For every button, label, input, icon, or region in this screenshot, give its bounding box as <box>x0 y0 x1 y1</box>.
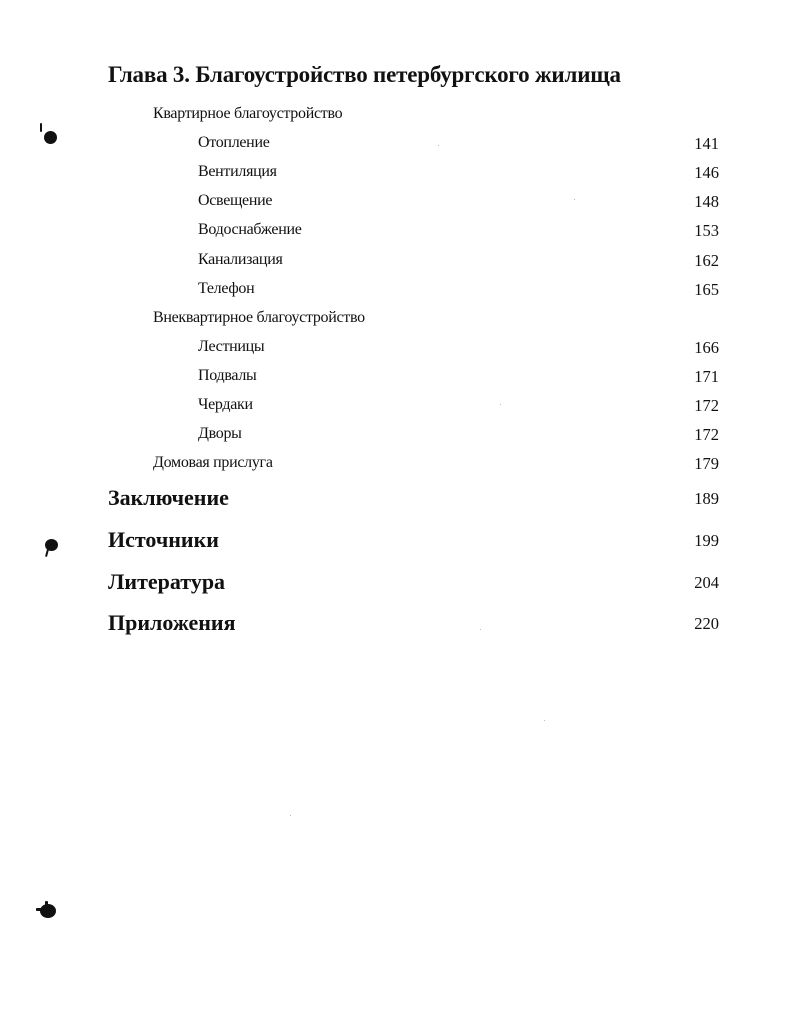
toc-entry-page: 179 <box>694 454 719 473</box>
toc-section-conclusion <box>0 485 793 515</box>
toc-section-page: 220 <box>694 614 719 633</box>
toc-entry-common-amenities <box>0 309 793 333</box>
toc-entry-heating <box>0 134 793 158</box>
toc-entry-sewerage <box>0 251 793 275</box>
toc-entry-label: Внеквартирное благоустройство <box>153 309 365 326</box>
toc-entry-label: Освещение <box>198 192 273 209</box>
toc-section-label: Источники <box>108 527 219 552</box>
toc-entry-telephone <box>0 280 793 304</box>
toc-section-label: Литература <box>108 569 226 594</box>
toc-entry-page: 162 <box>694 251 719 270</box>
toc-entry-basements <box>0 367 793 391</box>
toc-entry-label: Квартирное благоустройство <box>153 105 343 122</box>
toc-entry-page: 148 <box>694 192 719 211</box>
toc-entry-label: Вентиляция <box>198 163 277 180</box>
toc-entry-label: Дворы <box>198 425 242 442</box>
toc-entry-apartment-amenities <box>0 105 793 129</box>
toc-entry-page: 172 <box>694 396 719 415</box>
toc-entry-label: Домовая прислуга <box>153 454 273 471</box>
toc-entry-label: Отопление <box>198 134 270 151</box>
toc-section-literature <box>0 569 793 599</box>
toc-section-label: Приложения <box>108 610 236 635</box>
toc-section-page: 204 <box>694 573 719 592</box>
toc-section-appendices <box>0 610 793 640</box>
chapter-title: Глава 3. Благоустройство петербургского жилища <box>108 62 621 87</box>
toc-section-page: 199 <box>694 531 719 550</box>
toc-entry-courtyards <box>0 425 793 449</box>
toc-section-label: Заключение <box>108 485 229 510</box>
toc-entry-page: 153 <box>694 221 719 240</box>
toc-entry-page: 146 <box>694 163 719 182</box>
toc-entry-ventilation <box>0 163 793 187</box>
toc-entry-lighting <box>0 192 793 216</box>
toc-entry-label: Телефон <box>198 280 255 297</box>
toc-entry-label: Чердаки <box>198 396 253 413</box>
toc-entry-label: Лестницы <box>198 338 265 355</box>
toc-entry-label: Подвалы <box>198 367 257 384</box>
toc-entry-page: 171 <box>694 367 719 386</box>
toc-entry-label: Канализация <box>198 251 283 268</box>
toc-entry-page: 166 <box>694 338 719 357</box>
toc-entry-page: 141 <box>694 134 719 153</box>
toc-section-sources <box>0 527 793 557</box>
toc-entry-page: 165 <box>694 280 719 299</box>
toc-entry-domestic-servants <box>0 454 793 478</box>
toc-section-page: 189 <box>694 489 719 508</box>
toc-entry-attics <box>0 396 793 420</box>
toc-entry-water-supply <box>0 221 793 245</box>
toc-entry-staircases <box>0 338 793 362</box>
toc-entry-page: 172 <box>694 425 719 444</box>
toc-entry-label: Водоснабжение <box>198 221 302 238</box>
